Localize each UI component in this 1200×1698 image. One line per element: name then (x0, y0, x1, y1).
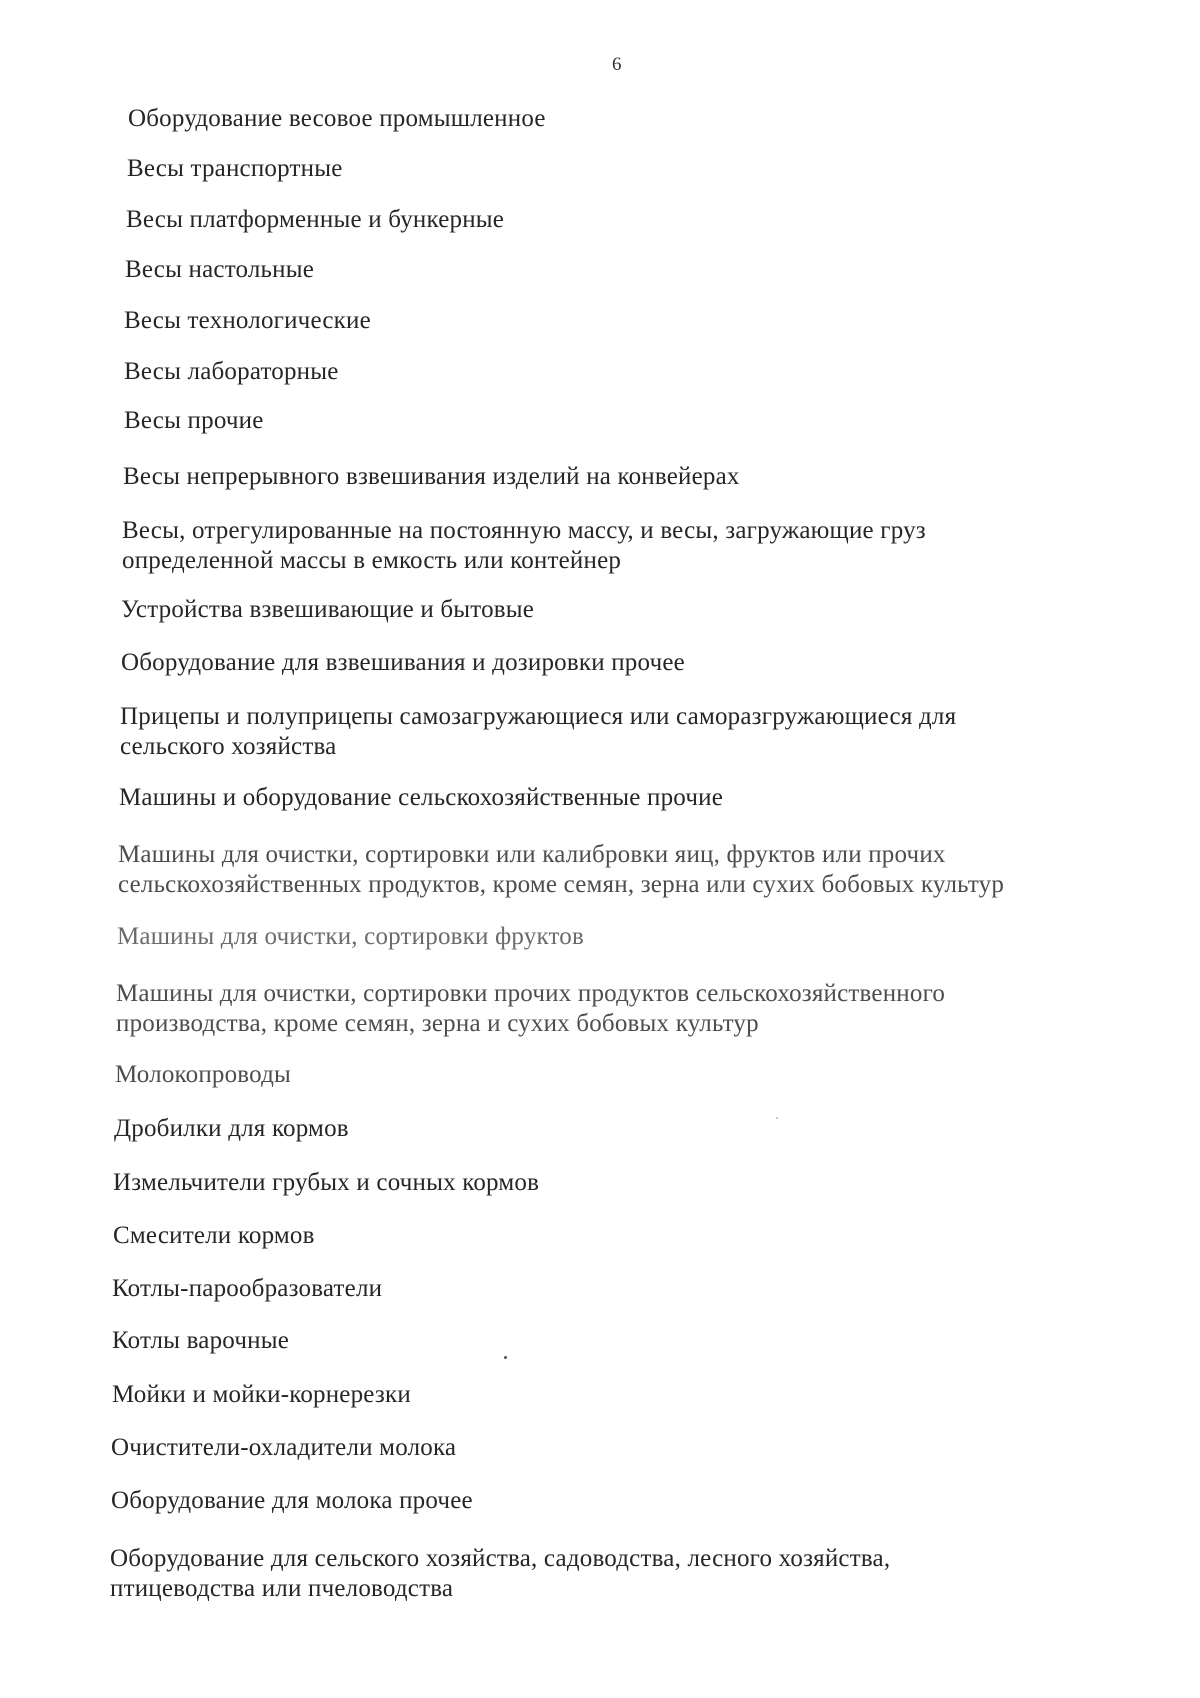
list-item (120, 702, 956, 762)
list-item-line: сельскохозяйственных продуктов, кроме семян, зерна или сухих бобовых культур (118, 871, 1005, 898)
list-item (110, 1544, 890, 1604)
list-item (119, 783, 723, 813)
list-item (114, 1114, 349, 1144)
list-item-line: Мойки и мойки-корнерезки (112, 1381, 411, 1408)
list-item-line: Молокопроводы (115, 1061, 292, 1088)
list-item-line: Устройства взвешивающие и бытовые (121, 596, 535, 623)
list-item (124, 357, 339, 387)
list-item-line: определенной массы в емкость или контейнер (122, 547, 622, 574)
list-item-line: Машины для очистки, сортировки фруктов (117, 923, 585, 950)
list-item (111, 1433, 456, 1463)
list-item-line: Измельчители грубых и сочных кормов (113, 1169, 540, 1196)
list-item (113, 1221, 315, 1251)
list-item (113, 1168, 539, 1198)
list-item (112, 1326, 289, 1356)
list-item (112, 1380, 411, 1410)
list-item-line: Весы прочие (124, 407, 264, 434)
list-item-line: Оборудование для взвешивания и дозировки прочее (121, 649, 685, 676)
list-item-line: Машины и оборудование сельскохозяйственные прочие (119, 784, 724, 811)
list-item-line: Весы настольные (125, 256, 315, 283)
list-item (123, 462, 740, 492)
scan-speck (504, 1356, 507, 1359)
list-item (118, 840, 1004, 900)
list-item (115, 1060, 291, 1090)
list-item (128, 104, 546, 134)
list-item-line: Весы, отрегулированные на постоянную массу, и весы, загружающие груз (122, 517, 926, 544)
list-item (125, 255, 314, 285)
list-item (121, 648, 685, 678)
list-item-line: Весы лабораторные (124, 358, 339, 385)
list-item-line: Котлы-парообразователи (112, 1275, 383, 1302)
list-item-line: Весы транспортные (127, 155, 343, 182)
list-item-line: Машины для очистки, сортировки или калибровки яиц, фруктов или прочих (118, 841, 946, 868)
list-item-line: сельского хозяйства (120, 733, 337, 760)
list-item-line: производства, кроме семян, зерна и сухих бобовых культур (116, 1010, 759, 1037)
list-item-line: Машины для очистки, сортировки прочих продуктов сельскохозяйственного (116, 980, 946, 1007)
list-item (121, 595, 534, 625)
list-item-line: Дробилки для кормов (114, 1115, 349, 1142)
list-item-line: Весы непрерывного взвешивания изделий на конвейерах (123, 463, 740, 490)
list-item (124, 306, 371, 336)
list-item-line: Оборудование весовое промышленное (128, 105, 546, 132)
list-item-line: Весы технологические (124, 307, 371, 334)
list-item-line: Очистители-охладители молока (111, 1434, 457, 1461)
list-item (111, 1486, 473, 1516)
list-item-line: Оборудование для сельского хозяйства, садоводства, лесного хозяйства, (110, 1545, 891, 1572)
list-item (117, 922, 584, 952)
list-item-line: Весы платформенные и бункерные (126, 206, 505, 233)
list-item (112, 1274, 382, 1304)
list-item (124, 406, 264, 436)
scan-speck (776, 1117, 778, 1119)
list-item-line: Оборудование для молока прочее (111, 1487, 473, 1514)
list-item-line: Прицепы и полуприцепы самозагружающиеся или саморазгружающиеся для (120, 703, 957, 730)
list-item (116, 979, 945, 1039)
list-item-line: Котлы варочные (112, 1327, 289, 1354)
list-item-line: Смесители кормов (113, 1222, 315, 1249)
list-item-line: птицеводства или пчеловодства (110, 1575, 454, 1602)
list-item (122, 516, 926, 576)
list-item (126, 205, 504, 235)
list-item (127, 154, 343, 184)
page-number: 6 (612, 54, 622, 75)
